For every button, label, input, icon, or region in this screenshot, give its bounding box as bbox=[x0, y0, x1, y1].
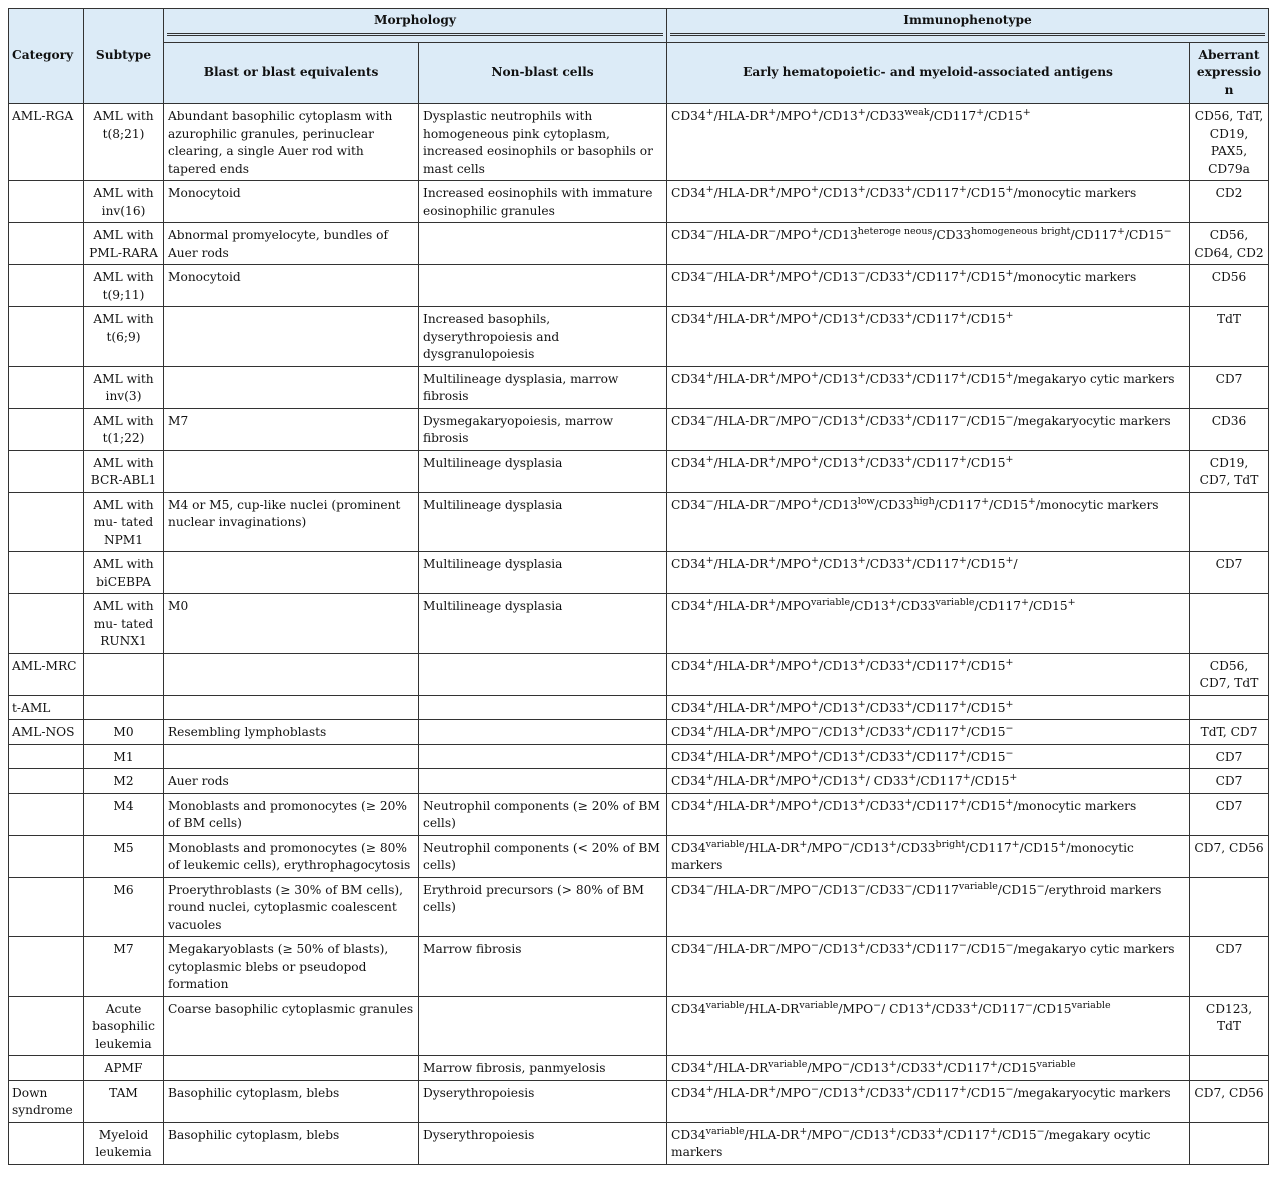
blast-cell bbox=[164, 695, 419, 720]
category-cell bbox=[9, 1056, 84, 1081]
header-nonblast: Non-blast cells bbox=[419, 42, 667, 104]
subtype-cell: AML with t(9;11) bbox=[84, 265, 164, 307]
table-row bbox=[9, 223, 1269, 265]
nonblast-cell bbox=[419, 996, 667, 1056]
aberrant-cell: CD7 bbox=[1190, 744, 1269, 769]
blast-cell: Monocytoid bbox=[164, 265, 419, 307]
blast-cell: Coarse basophilic cytoplasmic granules bbox=[164, 996, 419, 1056]
nonblast-cell: Dysmegakaryopoiesis, marrow fibrosis bbox=[419, 408, 667, 450]
category-cell bbox=[9, 937, 84, 997]
subtype-cell bbox=[84, 695, 164, 720]
blast-cell bbox=[164, 450, 419, 492]
nonblast-cell bbox=[419, 769, 667, 794]
header-subtype: Subtype bbox=[84, 9, 164, 104]
subtype-cell: AML with BCR-ABL1 bbox=[84, 450, 164, 492]
subtype-cell: M7 bbox=[84, 937, 164, 997]
table-row bbox=[9, 877, 1269, 937]
table-row bbox=[9, 1080, 1269, 1122]
category-cell bbox=[9, 181, 84, 223]
blast-cell: Auer rods bbox=[164, 769, 419, 794]
table-row bbox=[9, 450, 1269, 492]
phenotype-cell: CD34+/HLA-DR+/MPO+/CD13+/CD33+/CD117+/CD15+ bbox=[667, 450, 1190, 492]
category-cell: AML-RGA bbox=[9, 104, 84, 181]
aberrant-cell: CD2 bbox=[1190, 181, 1269, 223]
table-row bbox=[9, 720, 1269, 745]
phenotype-cell: CD34−/HLA-DR−/MPO−/CD13+/CD33+/CD117−/CD15−/megakaryo cytic markers bbox=[667, 937, 1190, 997]
category-cell bbox=[9, 793, 84, 835]
category-cell: t-AML bbox=[9, 695, 84, 720]
subtype-cell: M1 bbox=[84, 744, 164, 769]
header-antigens: Early hematopoietic- and myeloid-associated antigens bbox=[667, 42, 1190, 104]
nonblast-cell bbox=[419, 720, 667, 745]
aberrant-cell: CD7 bbox=[1190, 769, 1269, 794]
blast-cell: Basophilic cytoplasm, blebs bbox=[164, 1122, 419, 1164]
nonblast-cell: Neutrophil components (< 20% of BM cells) bbox=[419, 835, 667, 877]
table-container bbox=[8, 8, 1268, 1165]
aberrant-cell: CD56, TdT, CD19, PAX5, CD79a bbox=[1190, 104, 1269, 181]
subtype-cell: M5 bbox=[84, 835, 164, 877]
category-cell bbox=[9, 744, 84, 769]
blast-cell bbox=[164, 366, 419, 408]
subtype-cell: M0 bbox=[84, 720, 164, 745]
nonblast-cell: Multilineage dysplasia bbox=[419, 594, 667, 654]
table-row bbox=[9, 1056, 1269, 1081]
category-cell bbox=[9, 594, 84, 654]
subtype-cell: M6 bbox=[84, 877, 164, 937]
subtype-cell: AML with inv(16) bbox=[84, 181, 164, 223]
nonblast-cell: Neutrophil components (≥ 20% of BM cells) bbox=[419, 793, 667, 835]
table-row bbox=[9, 265, 1269, 307]
header-immunophenotype: Immunophenotype bbox=[667, 9, 1269, 43]
phenotype-cell: CD34+/HLA-DR+/MPO−/CD13+/CD33+/CD117+/CD15−/megakaryocytic markers bbox=[667, 1080, 1190, 1122]
nonblast-cell: Multilineage dysplasia bbox=[419, 450, 667, 492]
phenotype-cell: CD34+/HLA-DR+/MPO−/CD13+/CD33+/CD117+/CD15− bbox=[667, 720, 1190, 745]
category-cell bbox=[9, 492, 84, 552]
aberrant-cell: CD36 bbox=[1190, 408, 1269, 450]
subtype-cell: AML with biCEBPA bbox=[84, 552, 164, 594]
nonblast-cell: Dysplastic neutrophils with homogeneous pink cytoplasm, increased eosinophils or basophils or mast cells bbox=[419, 104, 667, 181]
aberrant-cell: CD7, CD56 bbox=[1190, 1080, 1269, 1122]
blast-cell: Basophilic cytoplasm, blebs bbox=[164, 1080, 419, 1122]
subtype-cell: APMF bbox=[84, 1056, 164, 1081]
table-row bbox=[9, 769, 1269, 794]
blast-cell bbox=[164, 1056, 419, 1081]
nonblast-cell: Multilineage dysplasia bbox=[419, 492, 667, 552]
nonblast-cell bbox=[419, 265, 667, 307]
nonblast-cell: Multilineage dysplasia, marrow fibrosis bbox=[419, 366, 667, 408]
aberrant-cell: CD7 bbox=[1190, 937, 1269, 997]
nonblast-cell bbox=[419, 223, 667, 265]
category-cell: Down syndrome bbox=[9, 1080, 84, 1122]
subtype-cell: AML with t(6;9) bbox=[84, 307, 164, 367]
phenotype-cell: CD34+/HLA-DR+/MPO+/CD13+/CD33+/CD117+/CD15+/monocytic markers bbox=[667, 793, 1190, 835]
nonblast-cell: Erythroid precursors (> 80% of BM cells) bbox=[419, 877, 667, 937]
nonblast-cell: Dyserythropoiesis bbox=[419, 1080, 667, 1122]
phenotype-cell: CD34−/HLA-DR−/MPO−/CD13+/CD33+/CD117−/CD15−/megakaryocytic markers bbox=[667, 408, 1190, 450]
phenotype-cell: CD34+/HLA-DR+/MPO+/CD13+/CD33+/CD117+/CD15− bbox=[667, 744, 1190, 769]
nonblast-cell: Dyserythropoiesis bbox=[419, 1122, 667, 1164]
phenotype-cell: CD34+/HLA-DR+/MPO+/CD13+/CD33+/CD117+/CD15+/ bbox=[667, 552, 1190, 594]
phenotype-cell: $CD34^{variable}/HLA-DR^{variable}/MPO^-/$ $CD13^+/CD33^+/CD117^-/CD15^{variable}$ bbox=[667, 996, 1190, 1056]
phenotype-cell: CD34+/HLA-DR+/MPO+/CD13+/CD33+/CD117+/CD15+/monocytic markers bbox=[667, 181, 1190, 223]
table-row bbox=[9, 937, 1269, 997]
subtype-cell: M2 bbox=[84, 769, 164, 794]
nonblast-cell: Increased eosinophils with immature eosinophilic granules bbox=[419, 181, 667, 223]
aberrant-cell bbox=[1190, 492, 1269, 552]
aberrant-cell bbox=[1190, 877, 1269, 937]
blast-cell: Monoblasts and promonocytes (≥ 20% of BM cells) bbox=[164, 793, 419, 835]
category-cell bbox=[9, 223, 84, 265]
table-row bbox=[9, 594, 1269, 654]
category-cell bbox=[9, 307, 84, 367]
table-row bbox=[9, 307, 1269, 367]
table-row bbox=[9, 695, 1269, 720]
aberrant-cell: CD7 bbox=[1190, 366, 1269, 408]
table-row bbox=[9, 492, 1269, 552]
subtype-cell: AML with inv(3) bbox=[84, 366, 164, 408]
phenotype-cell: $CD34^+/HLA-DR^{variable}/MPO^-/CD13^+/CD33^+/CD117^+/CD15^{variable}$ bbox=[667, 1056, 1190, 1081]
blast-cell: M7 bbox=[164, 408, 419, 450]
blast-cell bbox=[164, 552, 419, 594]
subtype-cell: Myeloid leukemia bbox=[84, 1122, 164, 1164]
category-cell bbox=[9, 769, 84, 794]
category-cell bbox=[9, 835, 84, 877]
subtype-cell bbox=[84, 653, 164, 695]
aml-classification-table bbox=[8, 8, 1269, 1165]
phenotype-cell: CD34+/HLA-DR+/MPO+/CD13+/CD33+/CD117+/CD15+/megakaryo cytic markers bbox=[667, 366, 1190, 408]
blast-cell bbox=[164, 653, 419, 695]
category-cell bbox=[9, 265, 84, 307]
subtype-cell: AML with t(8;21) bbox=[84, 104, 164, 181]
subtype-cell: Acute basophilic leukemia bbox=[84, 996, 164, 1056]
phenotype-cell: CD34+/HLA-DR+/MPO+/CD13+/CD33+/CD117+/CD15+ bbox=[667, 653, 1190, 695]
blast-cell: M4 or M5, cup-like nuclei (prominent nuclear invaginations) bbox=[164, 492, 419, 552]
category-cell bbox=[9, 552, 84, 594]
header-blast: Blast or blast equivalents bbox=[164, 42, 419, 104]
blast-cell: Abnormal promyelocyte, bundles of Auer rods bbox=[164, 223, 419, 265]
blast-cell: Monoblasts and promonocytes (≥ 80% of leukemic cells), erythrophagocytosis bbox=[164, 835, 419, 877]
table-row bbox=[9, 793, 1269, 835]
blast-cell: Abundant basophilic cytoplasm with azurophilic granules, perinuclear clearing, a single Auer rod with tapered ends bbox=[164, 104, 419, 181]
aberrant-cell bbox=[1190, 695, 1269, 720]
aberrant-cell: CD7, CD56 bbox=[1190, 835, 1269, 877]
category-cell bbox=[9, 1122, 84, 1164]
table-row bbox=[9, 835, 1269, 877]
category-cell bbox=[9, 877, 84, 937]
phenotype-cell: $CD34^-/HLA-DR^-/MPO^+/CD13^{heteroge neous}/CD33^{homogeneous bright}/CD117^+/CD15^-$ bbox=[667, 223, 1190, 265]
blast-cell: M0 bbox=[164, 594, 419, 654]
blast-cell: Proerythroblasts (≥ 30% of BM cells), round nuclei, cytoplasmic coalescent vacuoles bbox=[164, 877, 419, 937]
category-cell bbox=[9, 450, 84, 492]
blast-cell: Resembling lymphoblasts bbox=[164, 720, 419, 745]
category-cell bbox=[9, 996, 84, 1056]
subtype-cell: AML with mu- tated RUNX1 bbox=[84, 594, 164, 654]
table-header bbox=[9, 9, 1269, 104]
aberrant-cell bbox=[1190, 1056, 1269, 1081]
blast-cell: Megakaryoblasts (≥ 50% of blasts), cytoplasmic blebs or pseudopod formation bbox=[164, 937, 419, 997]
table-row bbox=[9, 1122, 1269, 1164]
subtype-cell: TAM bbox=[84, 1080, 164, 1122]
phenotype-cell: CD34−/HLA-DR+/MPO+/CD13−/CD33+/CD117+/CD15+/monocytic markers bbox=[667, 265, 1190, 307]
aberrant-cell: TdT bbox=[1190, 307, 1269, 367]
nonblast-cell: Marrow fibrosis bbox=[419, 937, 667, 997]
phenotype-cell: $CD34^+/HLA-DR^+/MPO^+/CD13^+/CD33^{weak}/CD117^+/CD15^+$ bbox=[667, 104, 1190, 181]
nonblast-cell: Multilineage dysplasia bbox=[419, 552, 667, 594]
table-row bbox=[9, 996, 1269, 1056]
phenotype-cell: $CD34^-/HLA-DR^-/MPO^-/CD13^-/CD33^-/CD117^{variable}/CD15^-$/erythroid markers bbox=[667, 877, 1190, 937]
category-cell: AML-MRC bbox=[9, 653, 84, 695]
aberrant-cell: CD19, CD7, TdT bbox=[1190, 450, 1269, 492]
blast-cell bbox=[164, 307, 419, 367]
aberrant-cell: CD56, CD7, TdT bbox=[1190, 653, 1269, 695]
nonblast-cell bbox=[419, 744, 667, 769]
table-row bbox=[9, 408, 1269, 450]
header-category: Category bbox=[9, 9, 84, 104]
aberrant-cell bbox=[1190, 594, 1269, 654]
category-cell bbox=[9, 366, 84, 408]
category-cell bbox=[9, 408, 84, 450]
phenotype-cell: CD34+/HLA-DR+/MPO+/CD13+/CD33+/CD117+/CD15+ bbox=[667, 307, 1190, 367]
subtype-cell: M4 bbox=[84, 793, 164, 835]
table-row bbox=[9, 653, 1269, 695]
subtype-cell: AML with t(1;22) bbox=[84, 408, 164, 450]
table-row bbox=[9, 744, 1269, 769]
nonblast-cell bbox=[419, 653, 667, 695]
aberrant-cell: TdT, CD7 bbox=[1190, 720, 1269, 745]
blast-cell bbox=[164, 744, 419, 769]
nonblast-cell: Increased basophils, dyserythropoiesis and dysgranulopoiesis bbox=[419, 307, 667, 367]
header-morphology: Morphology bbox=[164, 9, 667, 43]
nonblast-cell bbox=[419, 695, 667, 720]
category-cell: AML-NOS bbox=[9, 720, 84, 745]
table-row bbox=[9, 366, 1269, 408]
phenotype-cell: CD34+/HLA-DR+/MPO+/CD13+/ CD33+/CD117+/CD15+ bbox=[667, 769, 1190, 794]
blast-cell: Monocytoid bbox=[164, 181, 419, 223]
phenotype-cell: $CD34^-/HLA-DR^-/MPO^+/CD13^{low}/CD33^{high}/CD117^+/CD15^+$/monocytic markers bbox=[667, 492, 1190, 552]
subtype-cell: AML with PML-RARA bbox=[84, 223, 164, 265]
header-aberrant: Aberrant expression bbox=[1190, 42, 1269, 104]
aberrant-cell: CD123, TdT bbox=[1190, 996, 1269, 1056]
table-body bbox=[9, 104, 1269, 1165]
aberrant-cell: CD7 bbox=[1190, 552, 1269, 594]
table-row bbox=[9, 181, 1269, 223]
aberrant-cell: CD56, CD64, CD2 bbox=[1190, 223, 1269, 265]
nonblast-cell: Marrow fibrosis, panmyelosis bbox=[419, 1056, 667, 1081]
phenotype-cell: $CD34^{variable}/HLA-DR^+/MPO^-/CD13^+/CD33^+/CD117^+/CD15^-$/megakary ocytic markers bbox=[667, 1122, 1190, 1164]
phenotype-cell: $CD34^+/HLA-DR^+/MPO^{variable}/CD13^+/CD33^{variable}/CD117^+/CD15^+$ bbox=[667, 594, 1190, 654]
aberrant-cell bbox=[1190, 1122, 1269, 1164]
aberrant-cell: CD56 bbox=[1190, 265, 1269, 307]
table-row bbox=[9, 104, 1269, 181]
phenotype-cell: CD34+/HLA-DR+/MPO+/CD13+/CD33+/CD117+/CD15+ bbox=[667, 695, 1190, 720]
table-row bbox=[9, 552, 1269, 594]
aberrant-cell: CD7 bbox=[1190, 793, 1269, 835]
subtype-cell: AML with mu- tated NPM1 bbox=[84, 492, 164, 552]
phenotype-cell: $CD34^{variable}/HLA-DR^+/MPO^-/CD13^+/CD33^{bright}/CD117^+/CD15^+$/monocytic markers bbox=[667, 835, 1190, 877]
